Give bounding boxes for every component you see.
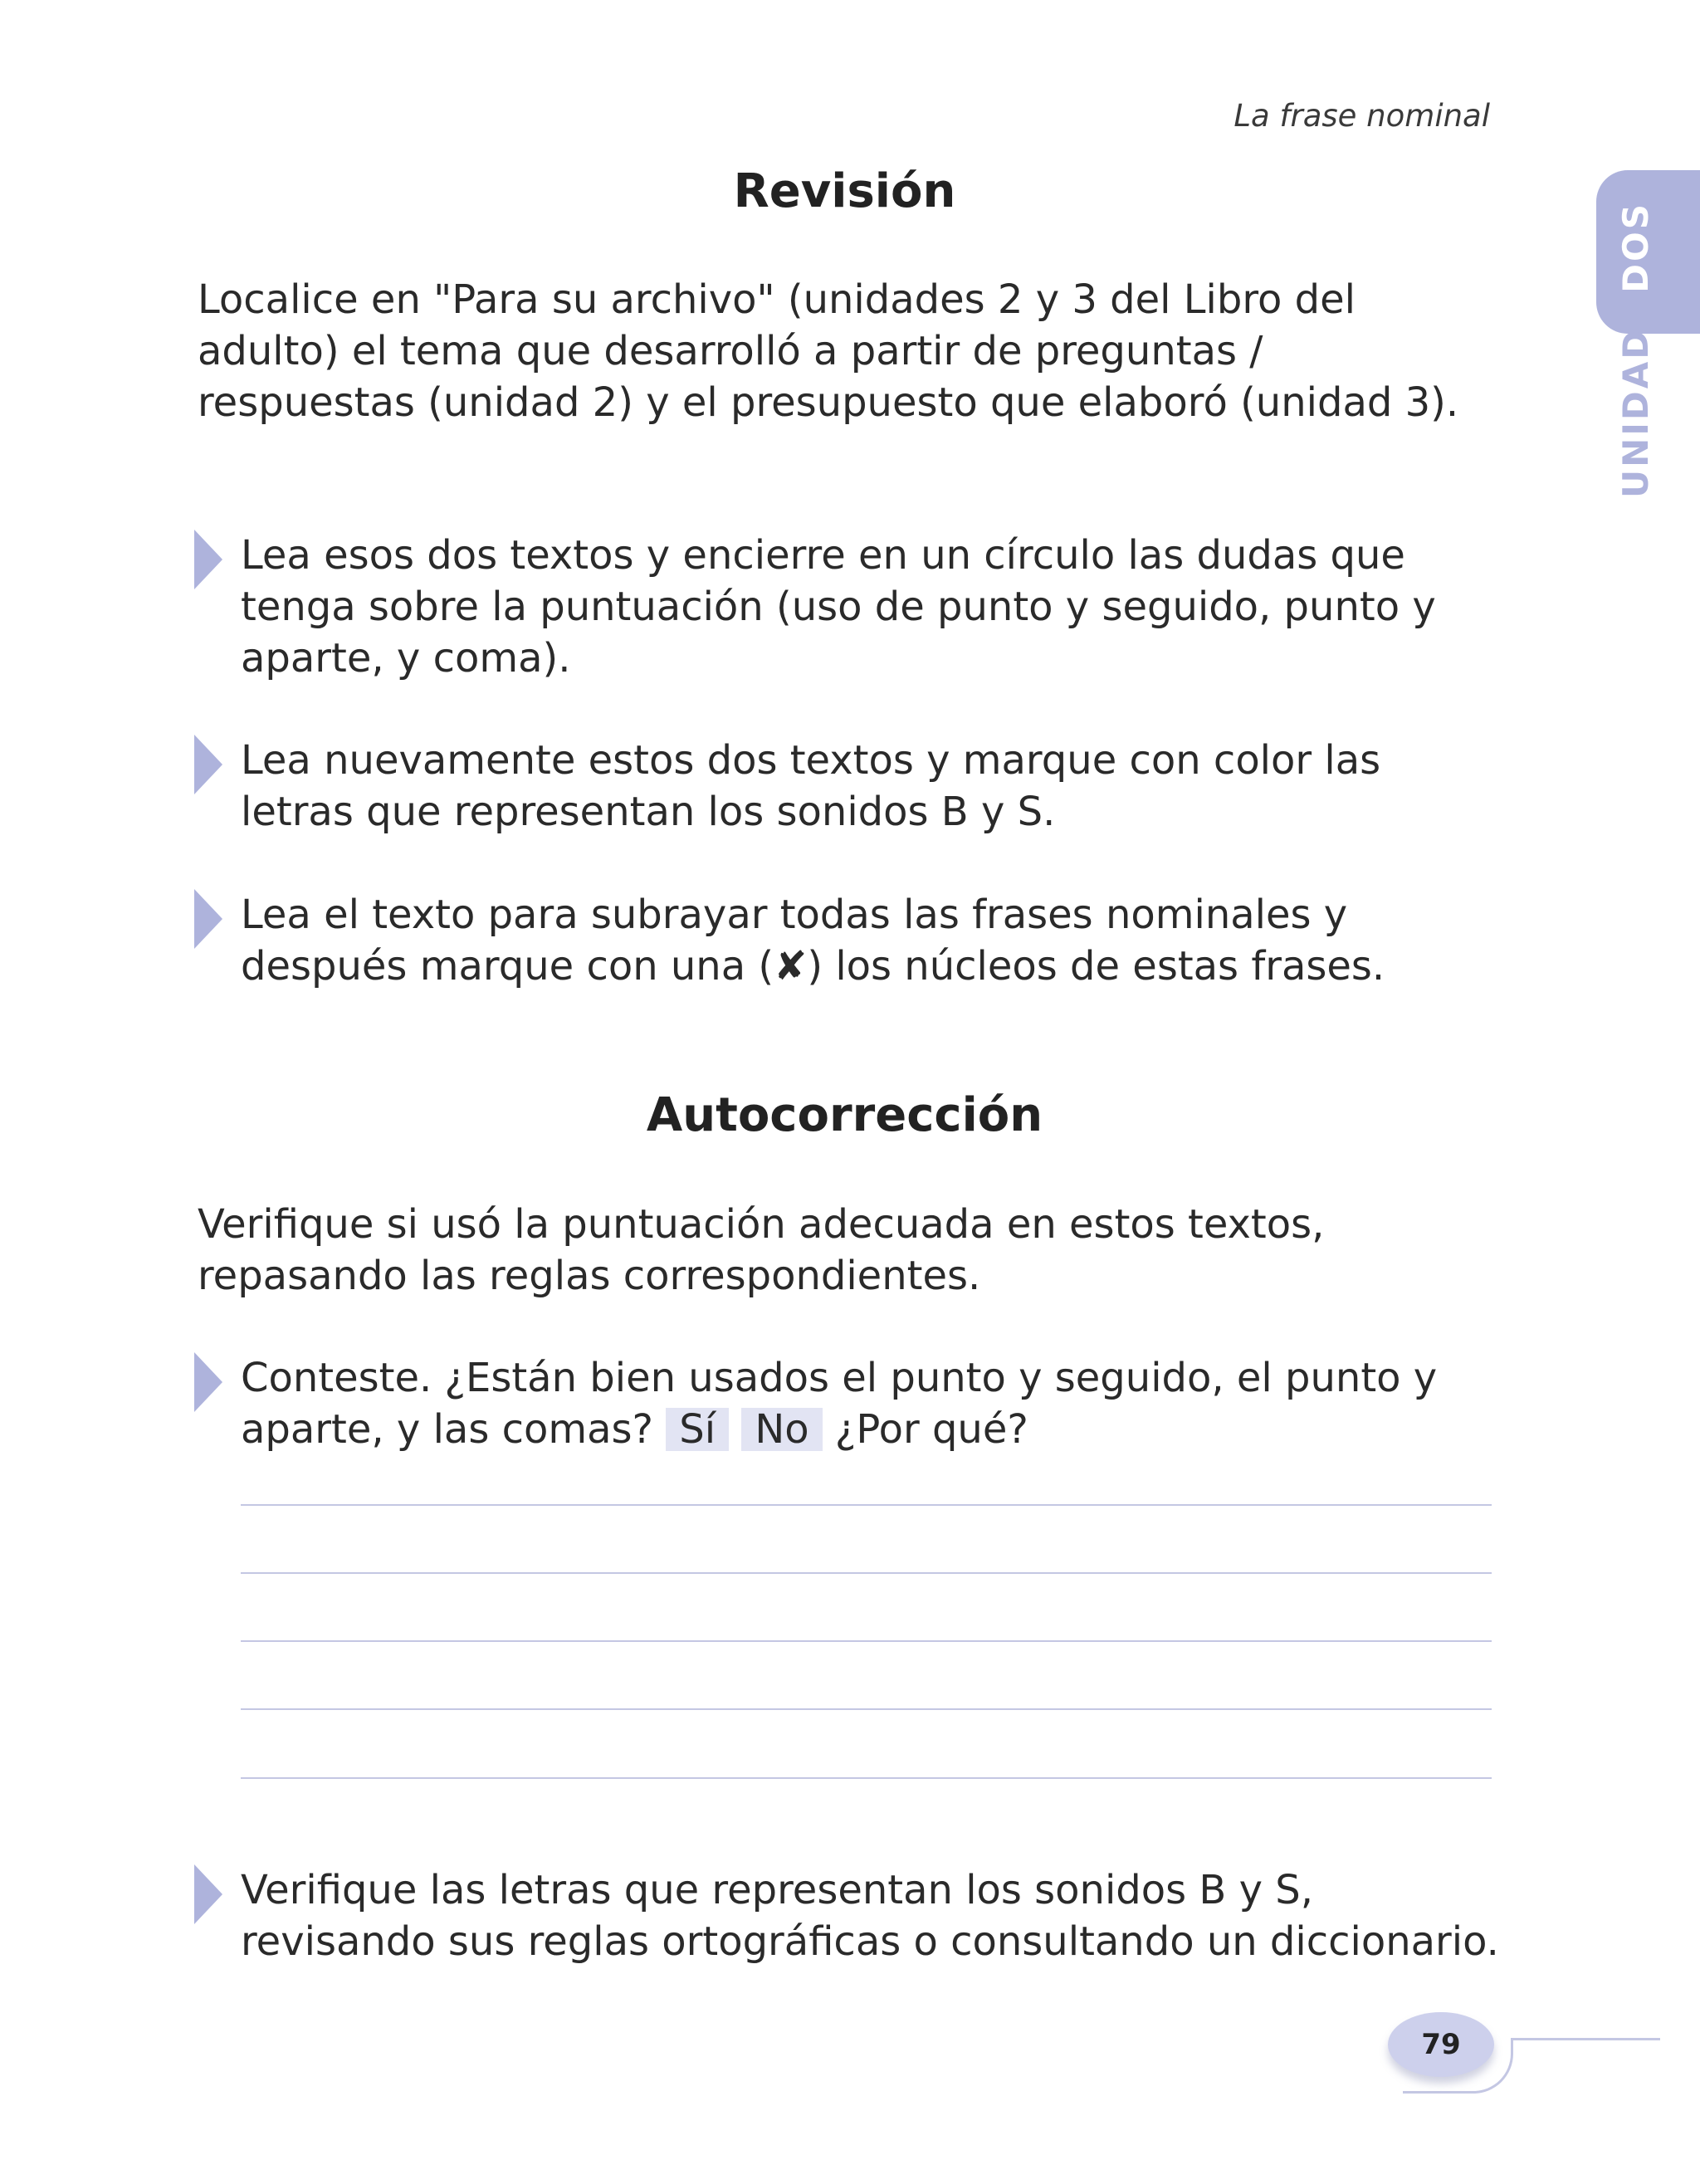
final-bullet bbox=[241, 1864, 1502, 1967]
running-title: La frase nominal bbox=[1233, 98, 1490, 134]
revision-bullet-3 bbox=[241, 889, 1502, 992]
unit-word: UNIDAD bbox=[1615, 327, 1656, 498]
bullet-text: Lea el texto para subrayar todas las frases nominales y después marque con una (✘) los núcleos de estas frases. bbox=[241, 892, 1385, 989]
question-why: ¿Por qué? bbox=[834, 1406, 1028, 1453]
answer-line[interactable] bbox=[241, 1708, 1492, 1710]
page-corner-line bbox=[1511, 2038, 1660, 2040]
answer-line[interactable] bbox=[241, 1572, 1492, 1574]
answer-line[interactable] bbox=[241, 1640, 1492, 1642]
unit-tab-label bbox=[1615, 202, 1656, 498]
bullet-text: Lea esos dos textos y encierre en un círculo las dudas que tenga sobre la puntuación (uso de punto y seguido, punto y aparte, y coma). bbox=[241, 532, 1436, 682]
answer-line[interactable] bbox=[241, 1777, 1492, 1779]
bullet-text: Lea nuevamente estos dos textos y marque con color las letras que representan los sonidos B y S. bbox=[241, 737, 1381, 835]
page-number: 79 bbox=[1388, 2012, 1494, 2077]
revision-intro: Localice en "Para su archivo" (unidades 2 y 3 del Libro del adulto) el tema que desarrolló a partir de preguntas / respuestas (unidad 2) y el presupuesto que elaboró (unidad 3). bbox=[198, 276, 1459, 426]
option-yes[interactable]: Sí bbox=[666, 1408, 729, 1451]
revision-bullet-2 bbox=[241, 735, 1502, 838]
revision-title: Revisión bbox=[733, 164, 956, 218]
autocorreccion-title: Autocorrección bbox=[646, 1088, 1043, 1142]
bullet-arrow-icon bbox=[194, 735, 222, 794]
bullet-arrow-icon bbox=[194, 530, 222, 589]
answer-line[interactable] bbox=[241, 1504, 1492, 1506]
bullet-arrow-icon bbox=[194, 889, 222, 949]
bullet-arrow-icon bbox=[194, 1352, 222, 1412]
unit-number: DOS bbox=[1615, 202, 1656, 293]
question-text: Conteste. ¿Están bien usados el punto y seguido, el punto y aparte, y las comas? bbox=[241, 1355, 1438, 1453]
option-no[interactable]: No bbox=[741, 1408, 822, 1451]
bullet-text: Verifique las letras que representan los sonidos B y S, revisando sus reglas ortográficas o consultando un diccionario. bbox=[241, 1867, 1499, 1965]
revision-bullet-1 bbox=[241, 530, 1502, 684]
bullet-arrow-icon bbox=[194, 1864, 222, 1924]
autocorreccion-intro: Verifique si usó la puntuación adecuada en estos textos, repasando las reglas correspondientes. bbox=[198, 1201, 1325, 1299]
question-bullet bbox=[241, 1352, 1502, 1455]
